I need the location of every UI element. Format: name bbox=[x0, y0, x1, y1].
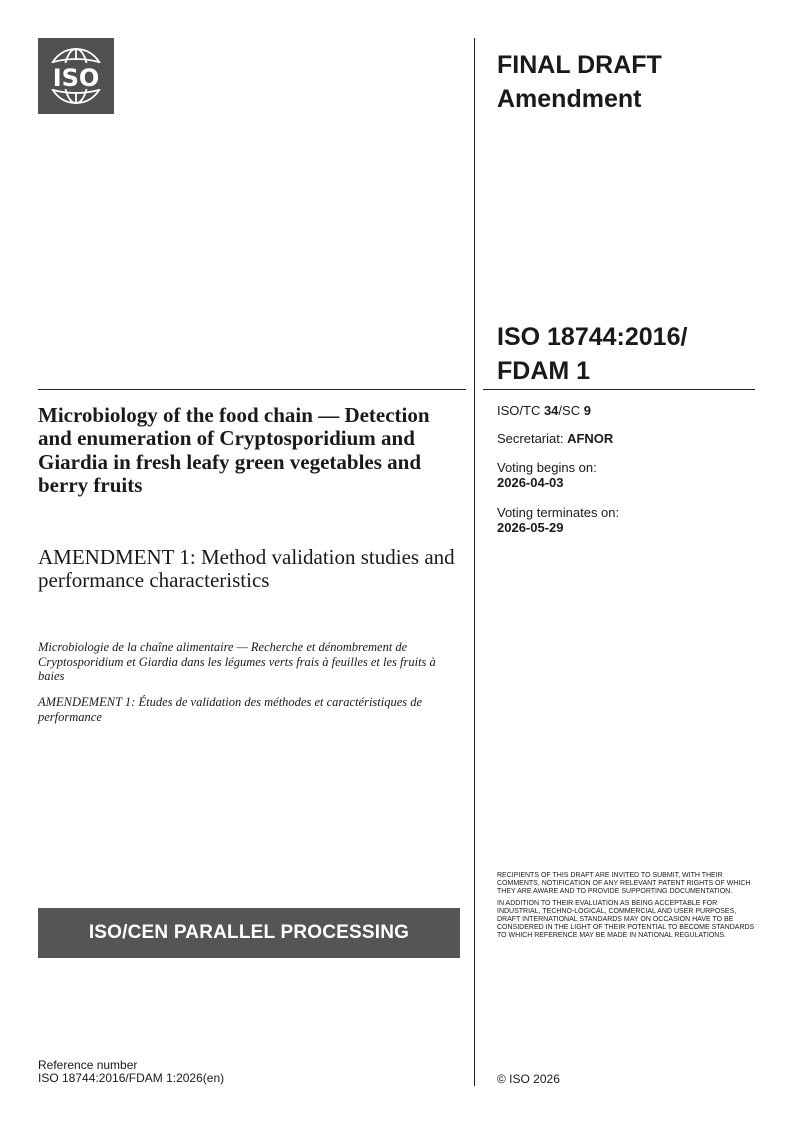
notice-paragraph-2: IN ADDITION TO THEIR EVALUATION AS BEING ACCEPTABLE FOR INDUSTRIAL, TECHNO-LOGICAL, COMMERCIAL AND USER PURPOSES, DRAFT INTERNATIONAL STANDARDS MAY ON OCCASION HAVE TO BE CONSIDERED IN THE LIGHT OF THEIR POTENTIAL TO BECOME STANDARDS TO WHICH REFERENCE MAY BE MADE IN NATIONAL REGULATIONS. bbox=[497, 900, 755, 939]
tc-number: 34 bbox=[543, 403, 559, 418]
reference-label: Reference number bbox=[38, 1058, 138, 1072]
iso-logo bbox=[38, 38, 114, 114]
french-amendment-title: AMENDEMENT 1: Études de validation des méthodes et caractéristiques de performance bbox=[38, 695, 423, 724]
notice-paragraph-1: RECIPIENTS OF THIS DRAFT ARE INVITED TO SUBMIT, WITH THEIR COMMENTS, NOTIFICATION OF ANY RELEVANT PATENT RIGHTS OF WHICH THEY ARE AWARE AND TO PROVIDE SUPPORTING DOCUMENTATION. bbox=[497, 872, 751, 895]
doc-type-line2: Amendment bbox=[497, 85, 642, 113]
vertical-divider bbox=[474, 38, 475, 1086]
voting-ends-label: Voting terminates on: bbox=[497, 505, 620, 520]
main-title: Microbiology of the food chain — Detection and enumeration of Cryptosporidium and Giardia in fresh leafy green vegetables and berry fruits bbox=[38, 403, 430, 498]
doc-number-line1: ISO 18744:2016/ bbox=[497, 323, 688, 351]
voting-terminates bbox=[497, 505, 767, 535]
sc-number: 9 bbox=[583, 403, 591, 418]
copyright: © ISO 2026 bbox=[497, 1072, 560, 1086]
voting-ends-date: 2026-05-29 bbox=[497, 520, 564, 535]
voting-begins bbox=[497, 460, 767, 490]
doc-number-line2: FDAM 1 bbox=[497, 357, 591, 385]
doc-type-line1: FINAL DRAFT bbox=[497, 51, 662, 79]
sc-prefix: /SC bbox=[558, 403, 584, 418]
secretariat-label: Secretariat: bbox=[497, 431, 568, 446]
globe-icon bbox=[38, 38, 114, 114]
technical-committee bbox=[497, 403, 767, 418]
secretariat-value: AFNOR bbox=[567, 431, 614, 446]
voting-begins-label: Voting begins on: bbox=[497, 460, 597, 475]
voting-begins-date: 2026-04-03 bbox=[497, 475, 564, 490]
tc-prefix: ISO/TC bbox=[497, 403, 544, 418]
logo-text: ISO bbox=[52, 64, 100, 92]
horizontal-divider-right bbox=[483, 389, 755, 390]
amendment-title: AMENDMENT 1: Method validation studies and performance characteristics bbox=[38, 545, 455, 593]
secretariat bbox=[497, 431, 767, 446]
reference-value: ISO 18744:2016/FDAM 1:2026(en) bbox=[38, 1071, 225, 1085]
reference-number bbox=[38, 1059, 458, 1085]
french-title: Microbiologie de la chaîne alimentaire — Recherche et dénombrement de Cryptosporidium et Giardia dans les légumes verts frais à feuilles et les fruits à baies bbox=[38, 640, 436, 684]
parallel-processing-banner: ISO/CEN PARALLEL PROCESSING bbox=[38, 908, 460, 958]
document-number bbox=[497, 320, 767, 388]
recipients-notice bbox=[497, 872, 755, 944]
horizontal-divider-left bbox=[38, 389, 466, 390]
document-type bbox=[497, 48, 767, 116]
